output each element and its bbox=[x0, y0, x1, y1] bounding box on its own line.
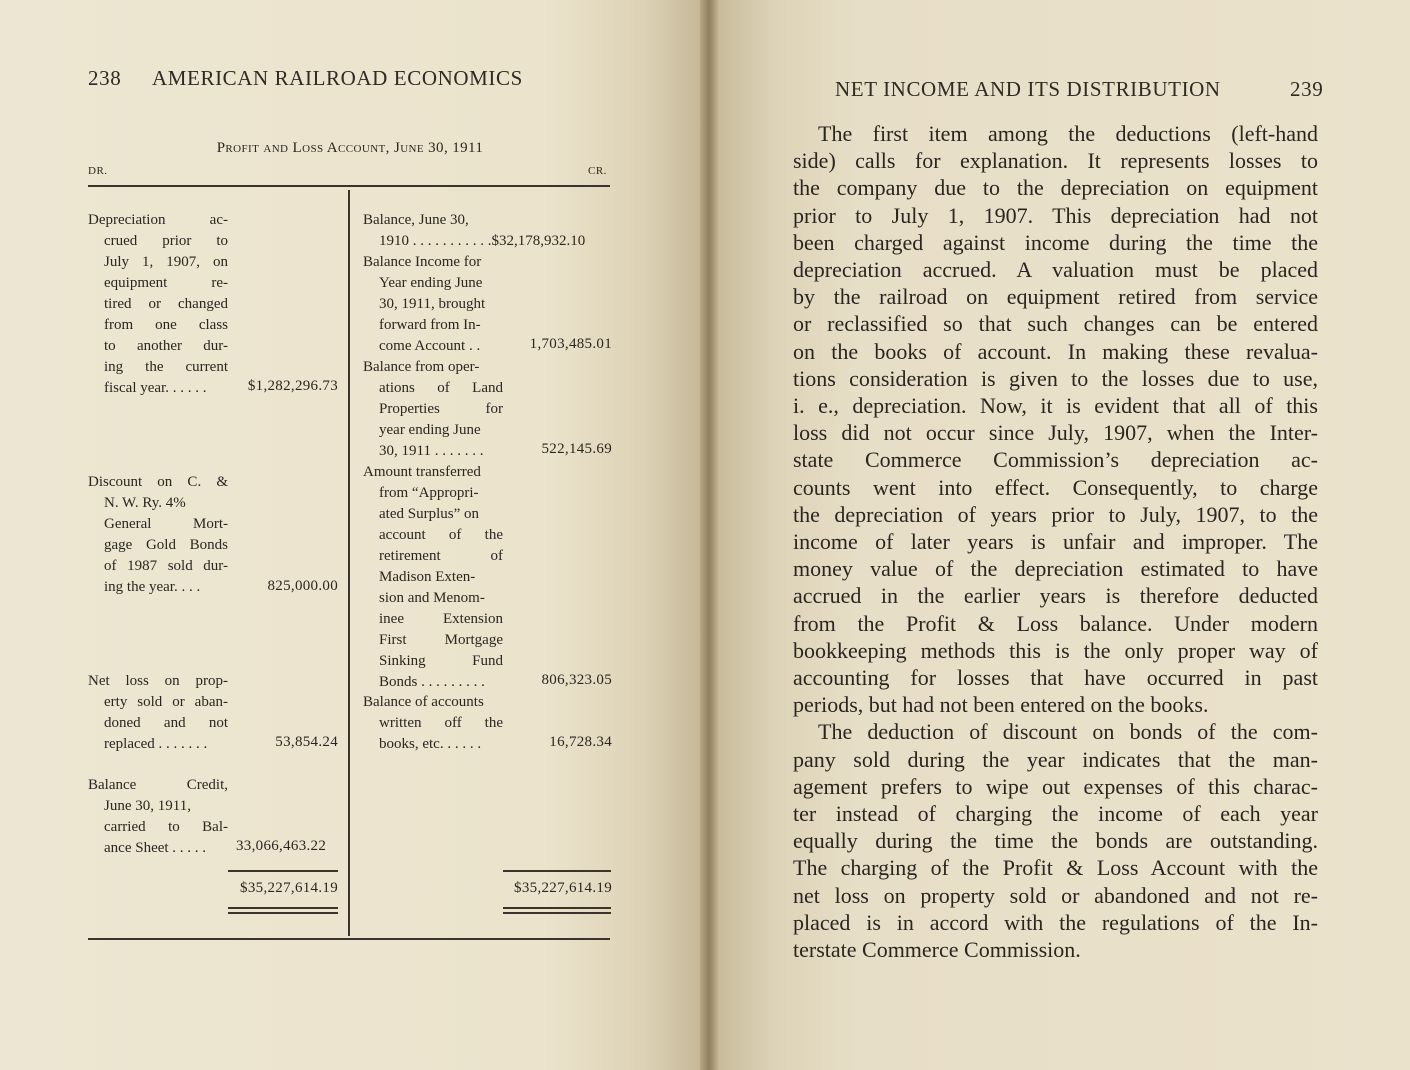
text-line: depreciation accrued. A valuation must be placed bbox=[793, 257, 1318, 283]
entry-line: June 30, 1911, bbox=[104, 798, 191, 814]
entry-line: come Account . . bbox=[379, 338, 481, 354]
credit-amount: 16,728.34 bbox=[549, 734, 612, 750]
text-line: counts went into effect. Consequently, to charge bbox=[793, 474, 1318, 500]
debit-amount: 53,854.24 bbox=[275, 734, 338, 750]
entry-line: sion and Menom- bbox=[379, 590, 485, 606]
text-line: the depreciation of years prior to July, 1907, to the bbox=[793, 501, 1318, 527]
table-center-rule bbox=[348, 190, 350, 936]
text-line: periods, but had not been entered on the books. bbox=[793, 692, 1209, 718]
entry-line: 30, 1911, brought bbox=[379, 296, 486, 312]
entry-line: Bonds . . . . . . . . . bbox=[379, 674, 485, 690]
table-title: Profit and Loss Account, June 30, 1911 bbox=[216, 140, 484, 156]
credit-amount: 1,703,485.01 bbox=[529, 336, 612, 352]
left-page bbox=[0, 0, 700, 1070]
debit-entry bbox=[88, 671, 228, 755]
credit-entry bbox=[363, 462, 503, 693]
credit-entry bbox=[363, 692, 503, 755]
text-line: income of later years is unfair and improper. The bbox=[793, 529, 1318, 555]
entry-line: Balance of accounts bbox=[363, 694, 484, 710]
text-line: The charging of the Profit & Loss Account with the bbox=[793, 855, 1318, 881]
text-line: pany sold during the year indicates that the man- bbox=[793, 746, 1318, 772]
entry-line: crued prior to bbox=[104, 233, 228, 249]
entry-line: from “Appropri- bbox=[379, 485, 479, 501]
entry-line: doned and not bbox=[104, 715, 228, 731]
entry-line: Madison Exten- bbox=[379, 569, 476, 585]
debit-amount: $1,282,296.73 bbox=[247, 378, 338, 394]
debit-total-rule bbox=[228, 907, 338, 909]
text-line: by the railroad on equipment retired from service bbox=[793, 284, 1318, 310]
book-gutter bbox=[700, 0, 720, 1070]
running-title: AMERICAN RAILROAD ECONOMICS bbox=[152, 66, 523, 90]
text-line: loss did not occur since July, 1907, when the Inter- bbox=[793, 420, 1318, 446]
entry-line: inee Extension bbox=[379, 611, 503, 627]
text-line: net loss on property sold or abandoned and not re- bbox=[793, 882, 1318, 908]
entry-line: General Mort- bbox=[104, 516, 228, 532]
credit-entry bbox=[363, 357, 503, 462]
entry-line: Properties for bbox=[379, 401, 503, 417]
text-line: prior to July 1, 1907. This depreciation had not bbox=[793, 202, 1318, 228]
entry-line: Balance, June 30, bbox=[363, 212, 469, 228]
entry-line: of 1987 sold dur- bbox=[104, 558, 228, 574]
entry-line: 30, 1911 . . . . . . . bbox=[379, 443, 484, 459]
entry-line: 1910 . . . . . . . . . . .$32,178,932.10 bbox=[379, 233, 586, 249]
entry-line: year ending June bbox=[379, 422, 481, 438]
text-line: agement prefers to wipe out expenses of this charac- bbox=[793, 773, 1318, 799]
entry-line: N. W. Ry. 4% bbox=[104, 495, 186, 511]
text-line: been charged against income during the time the bbox=[793, 229, 1318, 255]
debit-entry bbox=[88, 775, 228, 859]
credit-sum-rule bbox=[503, 870, 611, 872]
credit-label: CR. bbox=[588, 165, 607, 177]
entry-line: tired or changed bbox=[104, 296, 228, 312]
text-line: bookkeeping methods this is the only proper way of bbox=[793, 637, 1318, 663]
page-number: 238 bbox=[88, 66, 122, 90]
debit-entry bbox=[88, 472, 228, 598]
debit-entry bbox=[88, 210, 228, 399]
text-line: or reclassified so that such changes can be entered bbox=[793, 311, 1318, 337]
entry-line: Year ending June bbox=[379, 275, 483, 291]
text-line: i. e., depreciation. Now, it is evident that all of this bbox=[793, 393, 1318, 419]
text-line: side) calls for explanation. It represents losses to bbox=[793, 148, 1318, 174]
table-top-rule bbox=[88, 185, 610, 187]
debit-total: $35,227,614.19 bbox=[240, 880, 338, 896]
entry-line: to another dur- bbox=[104, 338, 228, 354]
entry-line: Sinking Fund bbox=[379, 653, 503, 669]
entry-line: fiscal year. . . . . . bbox=[104, 380, 207, 396]
text-line: The first item among the deductions (left-hand bbox=[818, 121, 1318, 146]
entry-line: gage Gold Bonds bbox=[104, 537, 228, 553]
entry-line: books, etc. . . . . . bbox=[379, 736, 482, 752]
debit-sum-rule bbox=[228, 870, 338, 872]
text-line: state Commerce Commission’s depreciation ac- bbox=[793, 447, 1318, 473]
entry-line: replaced . . . . . . . bbox=[104, 736, 208, 752]
entry-line: Balance from oper- bbox=[363, 359, 480, 375]
entry-line: account of the bbox=[379, 527, 503, 543]
running-title: NET INCOME AND ITS DISTRIBUTION bbox=[835, 77, 1221, 101]
right-page bbox=[720, 0, 1410, 1070]
entry-line: ing the year. . . . bbox=[104, 579, 201, 595]
body-text bbox=[793, 120, 1318, 963]
table-bottom-rule bbox=[88, 938, 610, 940]
debit-total-rule bbox=[228, 912, 338, 914]
credit-amount: 806,323.05 bbox=[541, 672, 612, 688]
debit-amount: 825,000.00 bbox=[267, 578, 338, 594]
entry-line: Balance Income for bbox=[363, 254, 482, 270]
text-line: the company due to the depreciation on equipment bbox=[793, 175, 1318, 201]
page-number: 239 bbox=[1290, 77, 1324, 101]
entry-line: July 1, 1907, on bbox=[104, 254, 228, 270]
entry-line: forward from In- bbox=[379, 317, 481, 333]
text-line: ter instead of charging the income of each year bbox=[793, 801, 1318, 827]
text-line: placed is in accord with the regulations of the In- bbox=[793, 909, 1318, 935]
entry-line: equipment re- bbox=[104, 275, 228, 291]
credit-entry bbox=[363, 210, 613, 252]
text-line: accrued in the earlier years is therefore deducted bbox=[793, 583, 1318, 609]
entry-line: from one class bbox=[104, 317, 228, 333]
text-line: from the Profit & Loss balance. Under modern bbox=[793, 610, 1318, 636]
credit-total-rule bbox=[503, 907, 611, 909]
entry-line: Discount on C. & bbox=[88, 474, 228, 490]
entry-line: ations of Land bbox=[379, 380, 503, 396]
debit-amount: 33,066,463.22 bbox=[236, 838, 327, 854]
credit-amount: 522,145.69 bbox=[541, 441, 612, 457]
debit-label: DR. bbox=[88, 165, 108, 177]
text-line: The deduction of discount on bonds of the com- bbox=[818, 719, 1318, 745]
entry-line: ance Sheet . . . . . bbox=[104, 840, 207, 856]
entry-line: erty sold or aban- bbox=[104, 694, 228, 710]
credit-entry bbox=[363, 252, 503, 357]
entry-line: retirement of bbox=[379, 548, 503, 564]
text-line: equally during the time the bonds are outstanding. bbox=[793, 828, 1318, 854]
entry-line: ing the current bbox=[104, 359, 228, 375]
text-line: on the books of account. In making these revalua- bbox=[793, 338, 1318, 364]
entry-line: Amount transferred bbox=[363, 464, 481, 480]
entry-line: Balance Credit, bbox=[88, 777, 228, 793]
text-line: money value of the depreciation estimated to have bbox=[793, 556, 1318, 582]
entry-line: First Mortgage bbox=[379, 632, 503, 648]
credit-total: $35,227,614.19 bbox=[514, 880, 612, 896]
text-line: tions consideration is given to the losses due to use, bbox=[793, 365, 1318, 391]
entry-line: ated Surplus” on bbox=[379, 506, 479, 522]
credit-total-rule bbox=[503, 912, 611, 914]
entry-line: Depreciation ac- bbox=[88, 212, 228, 228]
entry-line: carried to Bal- bbox=[104, 819, 228, 835]
text-line: accounting for losses that have occurred in past bbox=[793, 665, 1318, 691]
text-line: terstate Commerce Commission. bbox=[793, 937, 1081, 963]
entry-line: Net loss on prop- bbox=[88, 673, 228, 689]
entry-line: written off the bbox=[379, 715, 503, 731]
